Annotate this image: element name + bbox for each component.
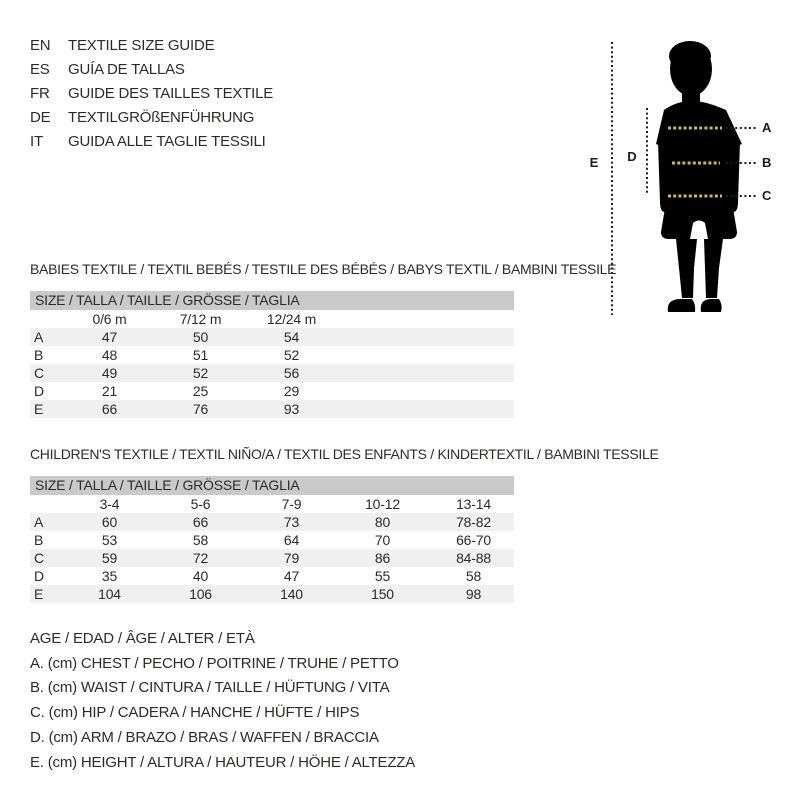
table-cell: 29 — [283, 383, 300, 399]
table-cell: 47 — [283, 568, 300, 584]
row-label: B — [34, 532, 44, 548]
table-cell: 98 — [465, 586, 482, 602]
language-title: TEXTILGRÖßENFÜHRUNG — [68, 109, 255, 126]
table-row — [30, 382, 514, 400]
table-cell: 106 — [189, 586, 212, 602]
table-cell: 60 — [101, 514, 118, 530]
row-label: A — [34, 329, 44, 345]
row-label: B — [34, 347, 44, 363]
table-cell: 79 — [283, 550, 300, 566]
legend-age-line: AGE / EDAD / ÂGE / ALTER / ETÀ — [30, 630, 255, 647]
children-section-heading: CHILDREN'S TEXTILE / TEXTIL NIÑO/A / TEXTIL DES ENFANTS / KINDERTEXTIL / BAMBINI TESSILE — [30, 446, 659, 462]
children-table-column-row — [30, 495, 514, 513]
table-cell: 55 — [374, 568, 391, 584]
legend-chest-line: A. (cm) CHEST / PECHO / POITRINE / TRUHE / PETTO — [30, 654, 399, 672]
language-title: TEXTILE SIZE GUIDE — [68, 37, 215, 54]
table-cell: 51 — [192, 347, 209, 363]
table-cell: 54 — [283, 329, 300, 345]
table-cell: 53 — [101, 532, 118, 548]
table-cell: 58 — [192, 532, 209, 548]
table-cell: 86 — [374, 550, 391, 566]
column-header: 5-6 — [190, 496, 211, 512]
legend-hip-line: C. (cm) HIP / CADERA / HANCHE / HÜFTE / HIPS — [30, 704, 360, 722]
children-size-table — [30, 476, 514, 603]
table-cell: 150 — [371, 586, 394, 602]
language-title: GUIDE DES TAILLES TEXTILE — [68, 85, 274, 102]
child-measurement-figure — [580, 20, 790, 330]
column-header: 10-12 — [365, 496, 400, 512]
table-row — [30, 328, 514, 346]
babies-section-heading: BABIES TEXTILE / TEXTIL BEBÉS / TESTILE DES BÉBÉS / BABYS TEXTIL / BAMBINI TESSILE — [30, 261, 617, 277]
table-cell: 76 — [192, 401, 209, 417]
table-row — [30, 585, 514, 603]
column-header: 7/12 m — [179, 311, 222, 327]
language-row-de — [30, 106, 273, 130]
legend-arm-line: D. (cm) ARM / BRAZO / BRAS / WAFFEN / BRACCIA — [30, 728, 379, 746]
table-cell: 50 — [192, 329, 209, 345]
table-cell: 84-88 — [456, 550, 491, 566]
language-title: GUIDA ALLE TAGLIE TESSILI — [68, 133, 266, 150]
table-cell: 93 — [283, 401, 300, 417]
language-row-en — [30, 34, 273, 58]
language-row-es — [30, 58, 273, 82]
table-row — [30, 549, 514, 567]
column-spacer — [30, 310, 64, 328]
table-cell: 21 — [101, 383, 118, 399]
column-header: 13-14 — [456, 496, 491, 512]
waist-label: B — [762, 155, 772, 170]
table-cell: 66 — [101, 401, 118, 417]
language-code: FR — [30, 85, 50, 102]
table-row — [30, 364, 514, 382]
table-row — [30, 531, 514, 549]
table-cell: 104 — [98, 586, 121, 602]
babies-table-header: SIZE / TALLA / TAILLE / GRÖSSE / TAGLIA — [30, 291, 514, 310]
table-cell: 59 — [101, 550, 118, 566]
table-cell: 35 — [101, 568, 118, 584]
row-label: E — [34, 586, 44, 602]
measurement-legend — [30, 627, 415, 775]
table-cell: 25 — [192, 383, 209, 399]
language-code: ES — [30, 61, 50, 78]
table-row — [30, 400, 514, 418]
table-cell: 52 — [283, 347, 300, 363]
column-spacer — [30, 495, 64, 513]
babies-size-table — [30, 291, 514, 418]
row-label: D — [34, 568, 44, 584]
table-cell: 70 — [374, 532, 391, 548]
table-cell: 72 — [192, 550, 209, 566]
child-silhouette — [656, 41, 742, 312]
table-cell: 73 — [283, 514, 300, 530]
table-cell: 52 — [192, 365, 209, 381]
children-table-header: SIZE / TALLA / TAILLE / GRÖSSE / TAGLIA — [30, 476, 514, 495]
table-row — [30, 567, 514, 585]
arm-label: D — [627, 149, 637, 164]
table-cell: 78-82 — [456, 514, 491, 530]
chest-label: A — [762, 120, 772, 135]
language-row-it — [30, 130, 273, 154]
height-label: E — [589, 155, 599, 170]
table-row — [30, 513, 514, 531]
column-header: 7-9 — [281, 496, 302, 512]
row-label: A — [34, 514, 44, 530]
row-label: E — [34, 401, 44, 417]
table-cell: 47 — [101, 329, 118, 345]
table-cell: 66 — [192, 514, 209, 530]
table-cell: 49 — [101, 365, 118, 381]
column-header: 12/24 m — [266, 311, 317, 327]
table-cell: 56 — [283, 365, 300, 381]
column-header: 3-4 — [99, 496, 120, 512]
table-cell: 58 — [465, 568, 482, 584]
table-cell: 140 — [280, 586, 303, 602]
table-cell: 64 — [283, 532, 300, 548]
babies-table-column-row — [30, 310, 514, 328]
table-cell: 40 — [192, 568, 209, 584]
column-header: 0/6 m — [92, 311, 127, 327]
row-label: C — [34, 550, 44, 566]
hip-label: C — [762, 188, 772, 203]
language-title-list — [30, 34, 273, 154]
language-code: DE — [30, 109, 51, 126]
language-code: IT — [30, 133, 43, 150]
table-cell: 80 — [374, 514, 391, 530]
row-label: C — [34, 365, 44, 381]
legend-height-line: E. (cm) HEIGHT / ALTURA / HAUTEUR / HÖHE / ALTEZZA — [30, 753, 416, 771]
table-row — [30, 346, 514, 364]
language-title: GUÍA DE TALLAS — [68, 61, 185, 78]
table-cell: 48 — [101, 347, 118, 363]
language-row-fr — [30, 82, 273, 106]
table-cell: 66-70 — [456, 532, 491, 548]
language-code: EN — [30, 37, 51, 54]
row-label: D — [34, 383, 44, 399]
legend-waist-line: B. (cm) WAIST / CINTURA / TAILLE / HÜFTUNG / VITA — [30, 679, 390, 697]
